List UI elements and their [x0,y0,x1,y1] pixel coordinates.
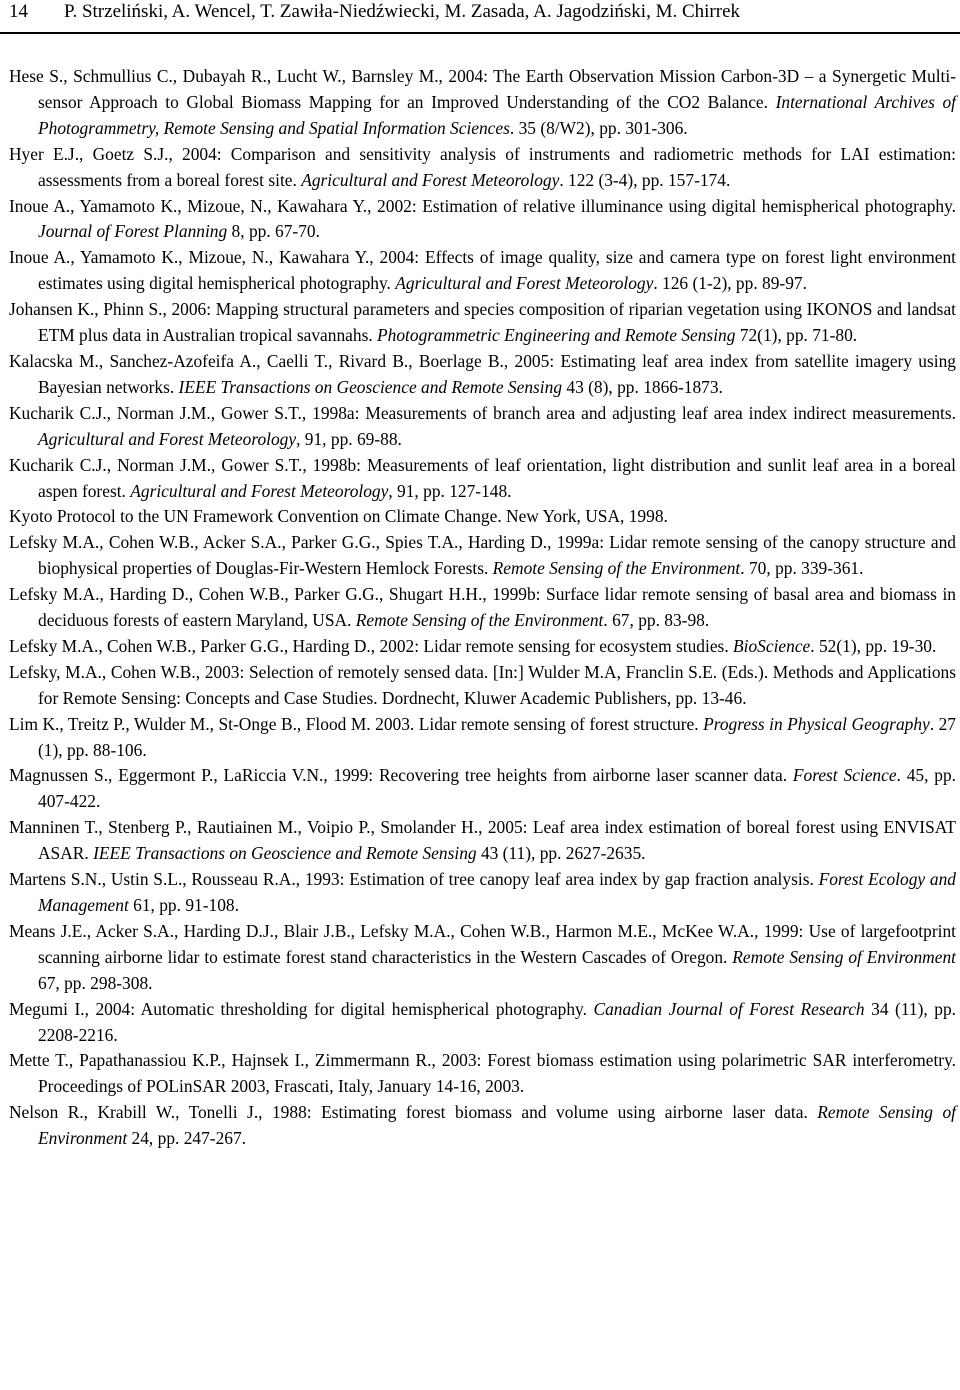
reference-journal: IEEE Transactions on Geoscience and Remote Sensing [178,376,563,397]
reference-details: . 67, pp. 83-98. [603,610,710,631]
reference-item [9,1100,956,1152]
reference-details: 61, pp. 91-108. [128,895,239,915]
reference-text: Lefsky M.A., Cohen W.B., Parker G.G., Harding D., 2002: Lidar remote sensing for ecosystem studies. [9,635,734,656]
reference-details: 24, pp. 247-267. [127,1128,247,1149]
reference-text: Magnussen S., Eggermont P., LaRiccia V.N., 1999: Recovering tree heights from airborne laser scanner data. [9,765,793,786]
reference-details: . 45, pp. 407-422. [38,765,956,812]
reference-journal: Agricultural and Forest Meteorology [130,480,389,501]
reference-journal: Photogrammetric Engineering and Remote Sensing [377,325,736,346]
reference-item [9,142,956,194]
reference-journal: Remote Sensing of the Environment [355,610,604,631]
reference-journal: Agricultural and Forest Meteorology [301,169,560,190]
page-number: 14 [9,1,28,22]
reference-details: 43 (11), pp. 2627-2635. [476,843,646,864]
reference-text: Lefsky M.A., Harding D., Cohen W.B., Parker G.G., Shugart H.H., 1999b: Surface lidar remote sensing of basal area and biomass in deciduous forests of eastern Maryland, USA. [9,584,956,631]
reference-journal: BioScience [733,635,811,656]
reference-journal: Agricultural and Forest Meteorology [38,428,297,449]
reference-item [9,504,956,530]
page-header [0,0,960,34]
reference-journal: Agricultural and Forest Meteorology [395,273,654,294]
reference-details: 72(1), pp. 71-80. [735,325,858,346]
reference-item [9,1048,956,1100]
reference-text: Nelson R., Krabill W., Tonelli J., 1988: Estimating forest biomass and volume using airborne laser data. [9,1102,818,1123]
reference-text: Inoue A., Yamamoto K., Mizoue, N., Kawahara Y., 2004: Effects of image quality, size and camera type on forest light environment estimates using digital hemispherical photography. [9,247,956,294]
reference-details: 8, pp. 67-70. [227,221,320,242]
reference-item [9,64,956,142]
reference-item [9,245,956,297]
reference-details: 34 (11), pp. 2208-2216. [38,998,956,1045]
reference-details: . 27 (1), pp. 88-106. [38,713,956,760]
reference-text: Megumi I., 2004: Automatic thresholding for digital hemispherical photography. [9,998,594,1019]
reference-details: , 91, pp. 69-88. [296,428,402,449]
reference-text: Kyoto Protocol to the UN Framework Convention on Climate Change. New York, USA, 1998. [9,506,668,527]
reference-journal: Forest Ecology and Management [38,869,956,915]
reference-journal: International Archives of Photogrammetry, Remote Sensing and Spatial Information Sciences [38,91,956,138]
reference-text: Kucharik C.J., Norman J.M., Gower S.T., 1998a: Measurements of branch area and adjusting leaf area index indirect measurements. [9,402,956,423]
reference-item [9,660,956,712]
reference-details: . 70, pp. 339-361. [740,558,864,579]
reference-text: Martens S.N., Ustin S.L., Rousseau R.A., 1993: Estimation of tree canopy leaf area index by gap fraction analysis. [9,869,819,890]
reference-item [9,349,956,401]
reference-journal: Remote Sensing of the Environment [492,558,741,579]
reference-item [9,401,956,453]
reference-text: Hese S., Schmullius C., Dubayah R., Lucht W., Barnsley M., 2004: The Earth Observation Mission Carbon-3D – a Synergetic Multi-sensor Approach to Global Biomass Mapping for an Improved Understanding of the CO2 Balance. [9,66,956,112]
reference-text: Manninen T., Stenberg P., Rautiainen M., Voipio P., Smolander H., 2005: Leaf area index estimation of boreal forest using ENVISAT ASAR. [9,817,956,864]
reference-text: Kucharik C.J., Norman J.M., Gower S.T., 1998b: Measurements of leaf orientation, light distribution and sunlit leaf area in a boreal aspen forest. [9,454,956,501]
reference-journal: Journal of Forest Planning [38,221,228,242]
reference-text: Inoue A., Yamamoto K., Mizoue, N., Kawahara Y., 2002: Estimation of relative illuminance using digital hemispherical photography. [9,195,956,216]
reference-item [9,194,956,246]
reference-item [9,867,956,919]
reference-item [9,712,956,764]
reference-journal: Forest Science [792,765,897,786]
reference-journal: IEEE Transactions on Geoscience and Remote Sensing [93,843,477,864]
reference-details: . 35 (8/W2), pp. 301-306. [509,117,688,138]
reference-details: , 91, pp. 127-148. [388,480,512,501]
reference-text: Hyer E.J., Goetz S.J., 2004: Comparison and sensitivity analysis of instruments and radiometric methods for LAI estimation: assessments from a boreal forest site. [9,143,956,190]
reference-item [9,763,956,815]
reference-item [9,453,956,505]
reference-item [9,919,956,997]
reference-text: Kalacska M., Sanchez-Azofeifa A., Caelli T., Rivard B., Boerlage B., 2005: Estimating leaf area index from satellite imagery using Bayesian networks. [9,350,956,397]
reference-item [9,815,956,867]
reference-item [9,997,956,1049]
reference-journal: Remote Sensing of Environment [38,1102,956,1149]
reference-item [9,634,956,660]
reference-item [9,582,956,634]
reference-text: Johansen K., Phinn S., 2006: Mapping structural parameters and species composition of riparian vegetation using IKONOS and landsat ETM plus data in Australian tropical savannahs. [9,299,956,346]
reference-details: . 122 (3-4), pp. 157-174. [559,169,731,190]
reference-list [9,64,956,1152]
reference-text: Mette T., Papathanassiou K.P., Hajnsek I., Zimmermann R., 2003: Forest biomass estimation using polarimetric SAR interferometry. Proceedings of POLinSAR 2003, Frascati, Italy, January 14-16, 2003. [9,1050,956,1097]
reference-text: Lefsky, M.A., Cohen W.B., 2003: Selection of remotely sensed data. [In:] Wulder M.A, Franclin S.E. (Eds.). Methods and Applications for Remote Sensing: Concepts and Case Studies. Dordnecht, Kluwer Academic Publishers, pp. 13-46. [9,661,956,708]
reference-item [9,297,956,349]
reference-journal: Canadian Journal of Forest Research [593,998,865,1019]
reference-journal: Remote Sensing of Environment [732,946,956,967]
reference-details: 43 (8), pp. 1866-1873. [562,376,723,397]
reference-text: Lefsky M.A., Cohen W.B., Acker S.A., Parker G.G., Spies T.A., Harding D., 1999a: Lidar remote sensing of the canopy structure and biophysical properties of Douglas-Fir-Western Hemlock Forests. [9,532,956,579]
reference-details: . 52(1), pp. 19-30. [810,635,937,656]
running-head-authors: P. Strzeliński, A. Wencel, T. Zawiła-Niedźwiecki, M. Zasada, A. Jagodziński, M. Chirrek [64,1,741,22]
reference-journal: Progress in Physical Geography [703,713,930,734]
reference-item [9,530,956,582]
reference-text: Means J.E., Acker S.A., Harding D.J., Blair J.B., Lefsky M.A., Cohen W.B., Harmon M.E., McKee W.A., 1999: Use of largefootprint scanning airborne lidar to estimate forest stand characteristics in the Western Cascades of Oregon. [9,920,956,967]
reference-text: Lim K., Treitz P., Wulder M., St-Onge B., Flood M. 2003. Lidar remote sensing of forest structure. [9,713,704,734]
reference-details: . 126 (1-2), pp. 89-97. [653,273,807,294]
reference-details: 67, pp. 298-308. [38,972,153,993]
